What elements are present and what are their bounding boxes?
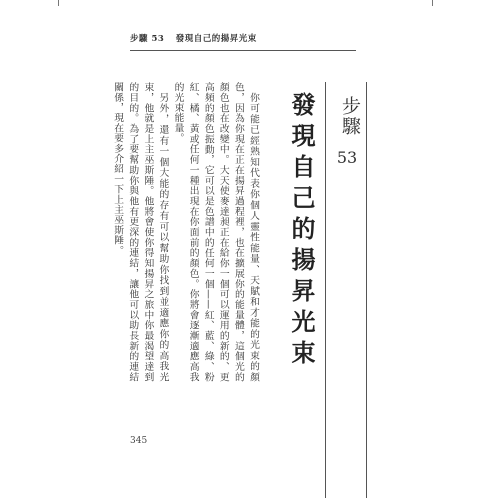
crop-mark — [432, 0, 433, 6]
page-number: 345 — [130, 436, 148, 446]
step-word: 步驟 — [339, 96, 361, 136]
header-rule — [130, 50, 356, 51]
paragraph: 你可能已經熟知代表你個人靈性能量、天賦和才能的光束的顏色，因為你現在正在揚昇過程裡，也在擴展你的能量體，這個光的顏色也在改變中。大天使麥達昶正在給你一個可以運用的新的、更高頻的顏色振動，它可以是色譜中的任何一個——紅、藍、綠、粉紅、橘、黃或任何一種出現在你面前的顏色。你將會逐漸適應高我的光束能量。 — [172, 82, 259, 382]
paragraph: 另外，還有一個大能的存有可以幫助你找到並適應你的高我光束，他就是上主巫斯陲。他將會使你得知揚昇之旅中你最渴望達到的目的。為了要幫助你與他有更深的連結，讓他可以助長新的連結關係，現在要多介紹一下上主巫斯陲。 — [112, 82, 169, 382]
step-number: 53 — [336, 148, 358, 167]
header-step-label: 步驟 53 — [130, 34, 165, 44]
running-header — [130, 32, 265, 44]
step-banner-frame — [325, 82, 367, 498]
header-chapter-title: 發現自己的揚昇光束 — [175, 34, 257, 44]
crop-mark — [58, 0, 59, 6]
chapter-title: 發現自己的揚昇光束 — [287, 92, 316, 371]
body-text — [110, 82, 261, 382]
